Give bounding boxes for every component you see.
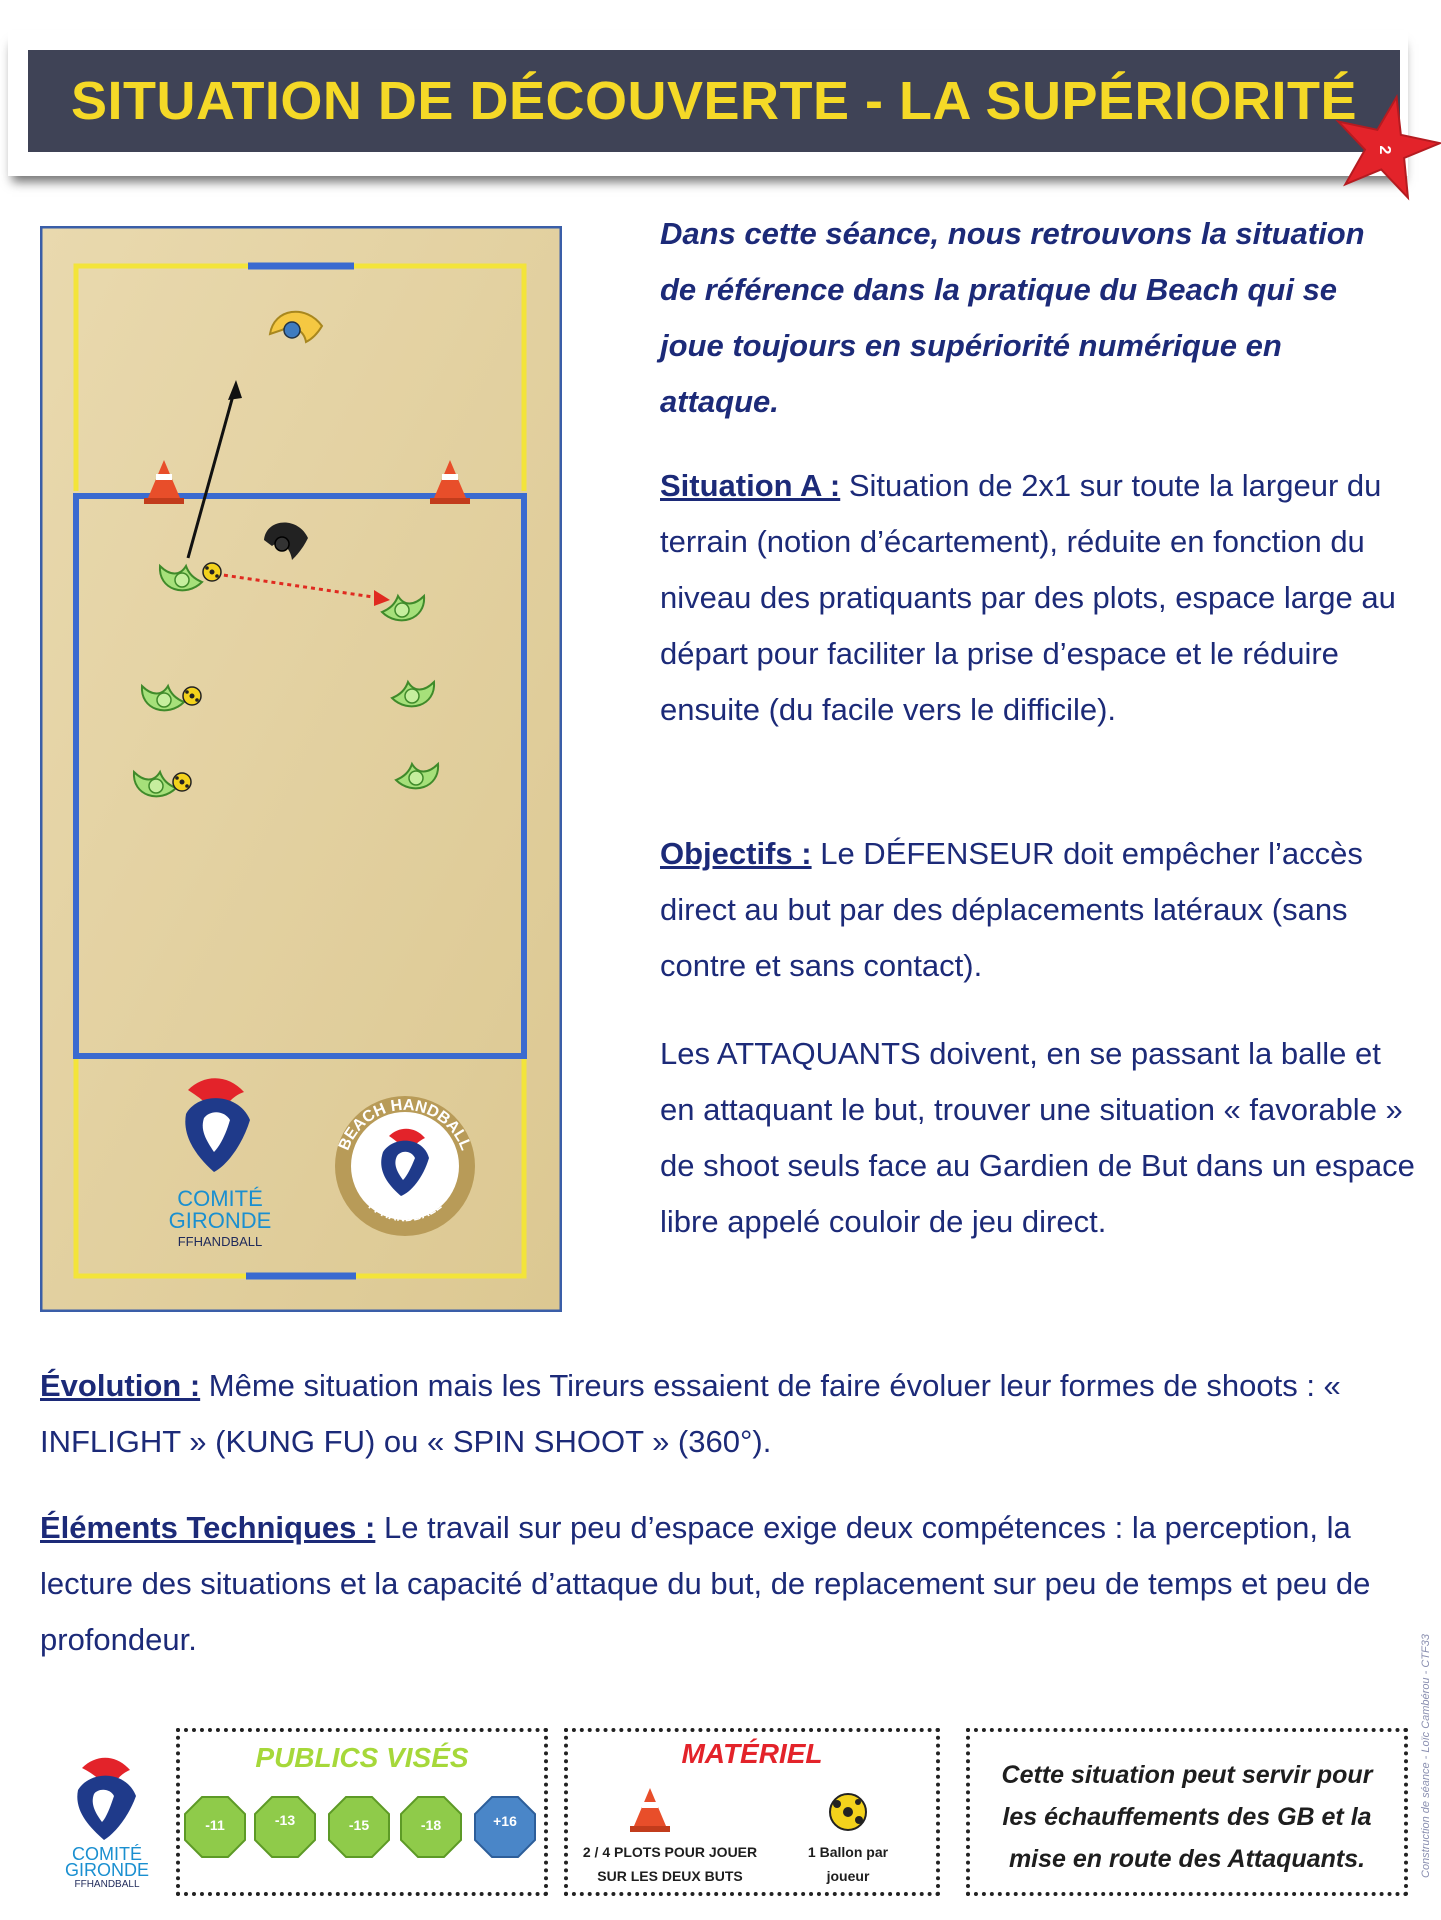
attaquants-paragraph: Les ATTAQUANTS doivent, en se passant la balle et en attaquant le but, trouver une situation « favorable » de shoot seuls face au Gardien de But dans un espace libre appelé couloir de jeu direct. — [660, 1036, 1415, 1239]
category-label: -13 — [274, 1812, 296, 1828]
objectifs-paragraph — [660, 826, 1420, 994]
svg-text:COMITÉ: COMITÉ — [177, 1186, 263, 1211]
ball-icon — [183, 687, 201, 705]
situation-a-paragraph — [660, 458, 1420, 738]
evolution-paragraph — [40, 1358, 1420, 1470]
side-credit: Construction de séance - Loïc Cambérou - CTF33 — [1420, 1634, 1432, 1878]
beach-handball-logo — [335, 1096, 475, 1236]
svg-text:FFHANDBALL: FFHANDBALL — [177, 1234, 263, 1249]
evolution-text: Même situation mais les Tireurs essaient de faire évoluer leur formes de shoots : « INFLIGHT » (KUNG FU) ou « SPIN SHOOT » (360°). — [40, 1368, 1341, 1459]
publics-title: PUBLICS VISÉS — [255, 1742, 469, 1773]
court-sand — [41, 227, 561, 1311]
elements-label: Éléments Techniques : — [40, 1510, 376, 1545]
elements-paragraph — [40, 1500, 1420, 1668]
ballon-label: 1 Ballon par joueur — [807, 1844, 889, 1884]
ball-icon — [828, 1792, 868, 1832]
svg-text:GIRONDE: GIRONDE — [168, 1208, 272, 1233]
category-label: -11 — [205, 1817, 225, 1833]
objectifs-text: Le DÉFENSEUR doit empêcher l’accès direct au but par des déplacements latéraux (sans contre et sans contact). — [660, 836, 1363, 983]
note-box — [966, 1728, 1408, 1896]
svg-text:FFHANDBALL: FFHANDBALL — [74, 1879, 140, 1888]
objectifs-label: Objectifs : — [660, 836, 812, 871]
svg-text:BEACH HANDBALL: BEACH HANDBALL — [335, 1096, 475, 1153]
category-label: +16 — [493, 1813, 517, 1829]
situation-a-text: Situation de 2x1 sur toute la largeur du terrain (notion d’écartement), réduite en fonction du niveau des pratiquants par des plots, espace large au départ pour faciliter la prise d’espace et le réduire ensuite (du facile vers le difficile). — [660, 468, 1396, 727]
category-label: -18 — [420, 1817, 442, 1833]
elements-text: Le travail sur peu d’espace exige deux compétences : la perception, la lecture des situations et la capacité d’attaque du but, de replacement sur peu de temps et peu de profondeur. — [40, 1510, 1371, 1657]
svg-text:FFHANDBALL: FFHANDBALL — [365, 1198, 445, 1225]
plots-label: 2 / 4 PLOTS POUR JOUER SUR LES DEUX BUTS — [582, 1844, 758, 1884]
ball-icon — [203, 563, 221, 581]
badge-number: 2 — [1376, 145, 1393, 155]
note-text: Cette situation peut servir pour les échauffements des GB et la mise en route des Attaquants. — [1001, 1761, 1373, 1873]
category-label: -15 — [348, 1817, 370, 1833]
ball-icon — [173, 773, 191, 791]
header-banner — [8, 30, 1408, 176]
cone-icon — [628, 1786, 672, 1834]
situation-a-label: Situation A : — [660, 468, 841, 503]
intro-text: Dans cette séance, nous retrouvons la situation de référence dans la pratique du Beach qui se joue toujours en supériorité numérique en attaque. — [660, 216, 1365, 419]
materiel-title: MATÉRIEL — [681, 1738, 823, 1769]
evolution-label: Évolution : — [40, 1368, 201, 1403]
page-title: SITUATION DE DÉCOUVERTE - LA SUPÉRIORITÉ — [70, 71, 1358, 131]
title-bar — [28, 50, 1400, 152]
svg-text:GIRONDE: GIRONDE — [64, 1860, 150, 1880]
court-diagram — [40, 226, 562, 1312]
svg-text:COMITÉ: COMITÉ — [72, 1844, 142, 1864]
star-badge-icon — [1328, 92, 1441, 202]
footer-comite-logo — [52, 1748, 162, 1888]
